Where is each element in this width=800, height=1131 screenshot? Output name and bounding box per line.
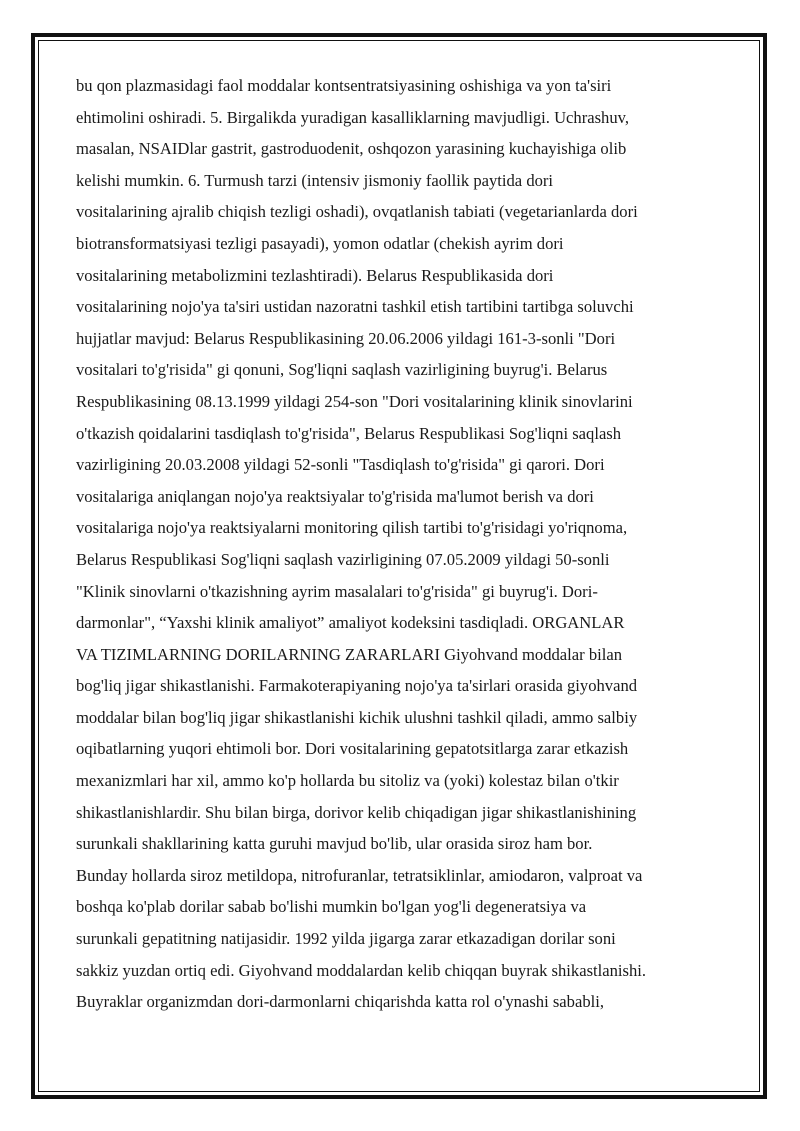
text-line: Respublikasining 08.13.1999 yildagi 254-son "Dori vositalarining klinik sinovlarini <box>76 391 633 411</box>
text-line: masalan, NSAIDlar gastrit, gastroduodenit, oshqozon yarasining kuchayishiga olib <box>76 139 627 159</box>
text-line: vositalarining ajralib chiqish tezligi oshadi), ovqatlanish tabiati (vegetarianlarda dori <box>76 202 638 222</box>
document-body <box>76 70 726 1018</box>
text-line: mexanizmlari har xil, ammo ko'p hollarda bu sitoliz va (yoki) kolestaz bilan o'tkir <box>76 771 619 791</box>
text-line: Belarus Respublikasi Sog'liqni saqlash vazirligining 07.05.2009 yildagi 50-sonli <box>76 549 610 569</box>
text-line: boshqa ko'plab dorilar sabab bo'lishi mumkin bo'lgan yog'li degeneratsiya va <box>76 897 587 917</box>
text-line: oqibatlarning yuqori ehtimoli bor. Dori vositalarining gepatotsitlarga zarar etkazish <box>76 739 629 759</box>
text-line: vositalariga nojo'ya reaktsiyalarni monitoring qilish tartibi to'g'risidagi yo'riqnoma, <box>76 518 628 538</box>
text-line: vazirligining 20.03.2008 yildagi 52-sonli "Tasdiqlash to'g'risida" gi qarori. Dori <box>76 455 605 475</box>
text-line: sakkiz yuzdan ortiq edi. Giyohvand moddalardan kelib chiqqan buyrak shikastlanishi. <box>76 960 647 980</box>
text-line: surunkali shakllarining katta guruhi mavjud bo'lib, ular orasida siroz ham bor. <box>76 834 593 854</box>
text-line: bog'liq jigar shikastlanishi. Farmakoterapiyaning nojo'ya ta'sirlari orasida giyohvand <box>76 676 638 696</box>
text-line: Buyraklar organizmdan dori-darmonlarni chiqarishda katta rol o'ynashi sababli, <box>76 992 604 1012</box>
text-line: surunkali gepatitning natijasidir. 1992 yilda jigarga zarar etkazadigan dorilar soni <box>76 929 616 949</box>
text-line: ehtimolini oshiradi. 5. Birgalikda yuradigan kasalliklarning mavjudligi. Uchrashuv, <box>76 107 630 127</box>
text-line: vositalari to'g'risida" gi qonuni, Sog'liqni saqlash vazirligining buyrug'i. Belarus <box>76 360 608 380</box>
text-line: hujjatlar mavjud: Belarus Respublikasining 20.06.2006 yildagi 161-3-sonli "Dori <box>76 328 616 348</box>
text-line: o'tkazish qoidalarini tasdiqlash to'g'risida", Belarus Respublikasi Sog'liqni saqlash <box>76 423 622 443</box>
text-line: darmonlar", “Yaxshi klinik amaliyot” amaliyot kodeksini tasdiqladi. ORGANLAR <box>76 613 625 633</box>
text-line: shikastlanishlardir. Shu bilan birga, dorivor kelib chiqadigan jigar shikastlanishining <box>76 802 637 822</box>
text-line: Bunday hollarda siroz metildopa, nitrofuranlar, tetratsiklinlar, amiodaron, valproat va <box>76 865 643 885</box>
text-line: VA TIZIMLARNING DORILARNING ZARARLARI Giyohvand moddalar bilan <box>76 644 623 664</box>
text-line: bu qon plazmasidagi faol moddalar kontsentratsiyasining oshishiga va yon ta'siri <box>76 76 612 95</box>
text-line: vositalarining metabolizmini tezlashtiradi). Belarus Respublikasida dori <box>76 265 554 285</box>
text-line: vositalarining nojo'ya ta'siri ustidan nazoratni tashkil etish tartibini tartibga soluvchi <box>76 297 634 317</box>
text-line: "Klinik sinovlarni o'tkazishning ayrim masalalari to'g'risida" gi buyrug'i. Dori- <box>76 581 598 601</box>
text-line: biotransformatsiyasi tezligi pasayadi), yomon odatlar (chekish ayrim dori <box>76 233 564 253</box>
text-line: kelishi mumkin. 6. Turmush tarzi (intensiv jismoniy faollik paytida dori <box>76 170 554 190</box>
text-line: moddalar bilan bog'liq jigar shikastlanishi kichik ulushni tashkil qiladi, ammo salbiy <box>76 707 638 727</box>
text-line: vositalariga aniqlangan nojo'ya reaktsiyalar to'g'risida ma'lumot berish va dori <box>76 486 594 506</box>
